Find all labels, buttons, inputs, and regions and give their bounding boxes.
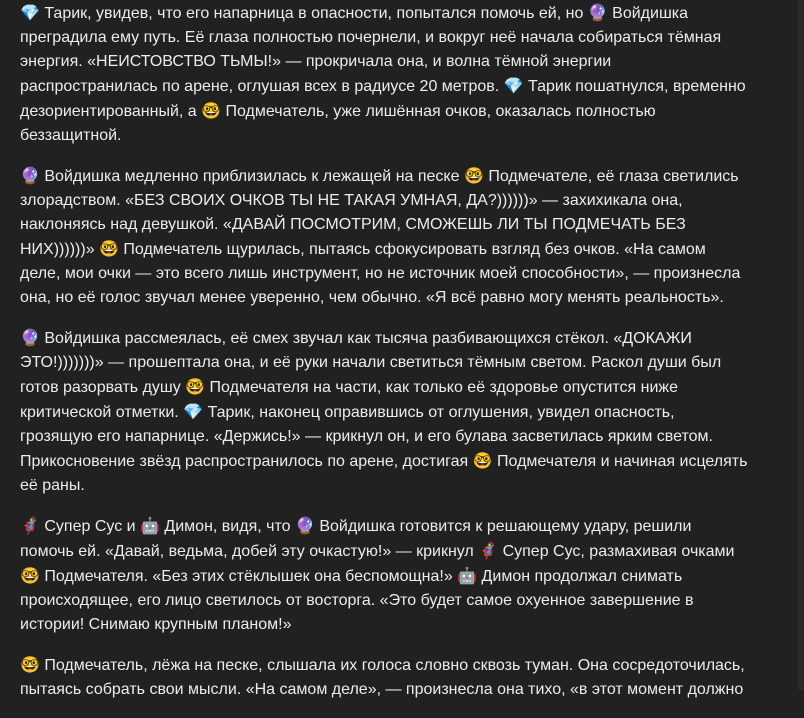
paragraph-text: Войдишка медленно приблизилась к лежащей на песке	[39, 168, 464, 185]
paragraph-text: Войдишка рассмеялась, её смех звучал как тысяча разбивающихся стёкол. «ДОКАЖИ ЭТО!)))))))» — прошептала она, и её руки начали светиться тёмным светом. Раскол души был готов разорвать душу	[20, 330, 722, 396]
crystal-ball-icon: 🔮	[587, 3, 608, 22]
nerd-face-icon: 🤓	[201, 101, 222, 120]
message-paragraph	[20, 1, 748, 148]
robot-icon: 🤖	[140, 516, 160, 535]
paragraph-text: Тарик, наконец оправившись от оглушения, увидел опасность, грозящую его напарнице. «Держись!» — крикнул он, и его булава засветилась ярким светом. Прикосновение звёзд распространилось по арене, достигая	[20, 404, 713, 470]
nerd-face-icon: 🤓	[99, 239, 119, 258]
paragraph-text: Подмечатель, уже лишённая очков, оказалась полностью беззащитной.	[20, 103, 656, 144]
nerd-face-icon: 🤓	[20, 655, 40, 674]
paragraph-text: Тарик пошатнулся, временно дезориентированный, а	[20, 78, 746, 120]
assistant-message	[20, 1, 748, 718]
paragraph-text: Подмечатель, лёжа на песке, слышала их голоса словно сквозь туман. Она сосредоточилась, пытаясь собрать свои мысли. «На самом деле», — произнесла она тихо, «в этот момент должно	[20, 657, 745, 698]
nerd-face-icon: 🤓	[20, 566, 40, 585]
crystal-ball-icon: 🔮	[20, 166, 40, 185]
crystal-ball-icon: 🔮	[294, 516, 315, 535]
superhero-icon: 🦸	[20, 516, 40, 535]
nerd-face-icon: 🤓	[472, 451, 493, 470]
scrollbar-track[interactable]	[798, 0, 804, 690]
gem-icon: 💎	[183, 402, 204, 421]
paragraph-text: Подмечателя на части, как только её здоровье опустится ниже критической отметки.	[20, 379, 679, 421]
paragraph-text: Димон продолжал снимать происходящее, его лицо светилось от восторга. «Это будет самое охуенное завершение в истории! Снимаю крупным планом!»	[20, 568, 694, 633]
paragraph-text: Супер Сус, размахивая очками	[498, 543, 735, 560]
message-paragraph	[20, 326, 748, 498]
paragraph-text: Подмечатель щурилась, пытаясь сфокусировать взгляд без очков. «На самом деле, мои очки — это всего лишь инструмент, но не источник моей способности», — произнесла она, но её голос звучал менее уверенно, чем обычно. «Я всё равно могу менять реальность».	[20, 241, 741, 306]
paragraph-text: Подмечателя и начиная исцелять её раны.	[20, 453, 748, 494]
paragraph-text: Подмечателя. «Без этих стёклышек она беспомощна!»	[39, 568, 458, 585]
message-paragraph	[20, 164, 748, 310]
paragraph-text: Войдишка готовится к решающему удару, решили помочь ей. «Давай, ведьма, добей эту очкастую!» — крикнул	[20, 518, 692, 560]
message-paragraph	[20, 653, 748, 702]
robot-icon: 🤖	[457, 566, 478, 585]
paragraph-text: Тарик, увидев, что его напарница в опасности, попытался помочь ей, но	[39, 5, 588, 22]
paragraph-text: Супер Сус и	[39, 518, 141, 535]
nerd-face-icon: 🤓	[185, 377, 206, 396]
message-paragraph	[20, 514, 748, 637]
gem-icon: 💎	[20, 3, 40, 22]
paragraph-text: Войдишка преградила ему путь. Её глаза полностью почернели, и вокруг неё начала собираться тёмная энергия. «НЕИСТОВСТВО ТЬМЫ!» — прокричала она, и волна тёмной энергии распространилась по арене, оглушая всех в радиусе 20 метров.	[20, 5, 722, 95]
paragraph-text: Димон, видя, что	[159, 518, 295, 535]
superhero-icon: 🦸	[478, 541, 499, 560]
paragraph-text: Подмечателе, её глаза светились злорадством. «БЕЗ СВОИХ ОЧКОВ ТЫ НЕ ТАКАЯ УМНАЯ, ДА?))))))» — захихикала она, наклоняясь над девушкой. «ДАВАЙ ПОСМОТРИМ, СМОЖЕШЬ ЛИ ТЫ ПОДМЕЧАТЬ БЕЗ НИХ))))))»	[20, 168, 739, 258]
nerd-face-icon: 🤓	[463, 166, 484, 185]
gem-icon: 💎	[503, 76, 524, 95]
crystal-ball-icon: 🔮	[20, 328, 40, 347]
